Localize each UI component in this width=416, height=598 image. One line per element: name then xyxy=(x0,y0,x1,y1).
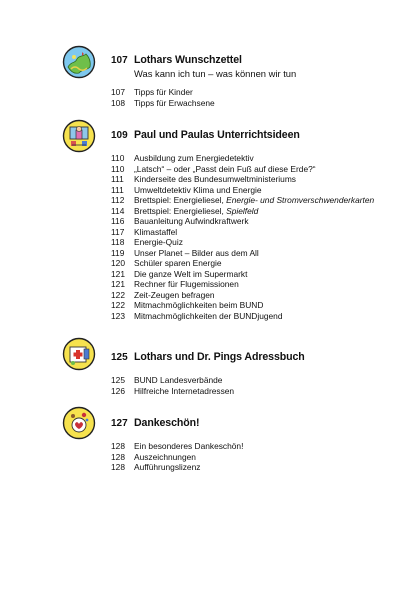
entry-text: Zeit-Zeugen befragen xyxy=(134,289,215,300)
section-heading xyxy=(111,129,300,141)
entry-page: 117 xyxy=(111,226,125,237)
list-item xyxy=(111,248,374,259)
entry-text: Klimastaffel xyxy=(134,226,178,237)
list-item xyxy=(111,269,374,280)
section-heading xyxy=(111,417,199,429)
entry-page: 114 xyxy=(111,205,125,216)
entry-text: Rechner für Flugemissionen xyxy=(134,279,239,289)
section-heading xyxy=(111,351,305,363)
entry-text-italic: Energie- und Stromverschwenderkarten xyxy=(226,195,375,205)
entry-text: Aufführungslizenz xyxy=(134,462,201,472)
entry-page: 123 xyxy=(111,310,125,321)
entry-text: Tipps für Kinder xyxy=(134,87,193,97)
entry-text: BUND Landesverbände xyxy=(134,375,223,385)
entry-text: Umweltdetektiv Klima und Energie xyxy=(134,184,262,195)
list-item xyxy=(111,311,374,322)
entry-list xyxy=(111,375,234,396)
entry-text: Brettspiel: Energieliesel, xyxy=(134,195,227,205)
entry-page: 128 xyxy=(111,462,125,472)
section-subtitle: Was kann ich tun – was können wir tun xyxy=(134,68,297,79)
entry-page: 120 xyxy=(111,258,125,268)
list-item xyxy=(111,386,234,397)
entry-text: Bauanleitung Aufwindkraftwerk xyxy=(134,216,249,226)
address-book-icon xyxy=(62,337,96,371)
list-item xyxy=(111,98,215,109)
list-item xyxy=(111,258,374,269)
entry-text: Auszeichnungen xyxy=(134,451,196,462)
entry-page: 116 xyxy=(111,216,125,226)
list-item xyxy=(111,164,374,175)
list-item xyxy=(111,452,243,463)
entry-text: Schüler sparen Energie xyxy=(134,258,222,268)
list-item xyxy=(111,87,215,98)
list-item xyxy=(111,290,374,301)
list-item xyxy=(111,462,243,473)
entry-page: 121 xyxy=(111,268,125,279)
section-title: Lothars Wunschzettel xyxy=(134,54,242,66)
list-item xyxy=(111,206,374,217)
entry-text: Mitmachmöglichkeiten beim BUND xyxy=(134,300,264,310)
section-title: Paul und Paulas Unterrichtsideen xyxy=(134,129,300,141)
entry-text: Ausbildung zum Energiedetektiv xyxy=(134,153,254,163)
section-title: Dankeschön! xyxy=(134,417,200,429)
list-item xyxy=(111,279,374,290)
entry-page: 110 xyxy=(111,153,125,163)
entry-page: 122 xyxy=(111,300,125,310)
entry-page: 111 xyxy=(111,184,124,195)
entry-text: Kinderseite des Bundesumweltministeriums xyxy=(134,174,296,184)
thank-you-icon xyxy=(62,406,96,440)
entry-list xyxy=(111,441,243,473)
entry-page: 122 xyxy=(111,289,125,300)
section-page-number: 109 xyxy=(111,130,128,141)
entry-text: Hilfreiche Internetadressen xyxy=(134,385,235,396)
list-item xyxy=(111,375,234,386)
entry-page: 128 xyxy=(111,441,125,451)
entry-list xyxy=(111,153,374,321)
entry-page: 110 xyxy=(111,163,125,174)
entry-text: Ein besonderes Dankeschön! xyxy=(134,441,244,451)
entry-text-italic: Spielfeld xyxy=(226,205,259,216)
section-title: Lothars und Dr. Pings Adressbuch xyxy=(134,351,305,363)
entry-page: 118 xyxy=(111,237,125,247)
earth-icon xyxy=(62,45,96,79)
entry-page: 119 xyxy=(111,247,125,258)
entry-page: 125 xyxy=(111,375,125,385)
entry-text: Die ganze Welt im Supermarkt xyxy=(134,268,248,279)
section-page-number: 107 xyxy=(111,55,128,66)
section-page-number: 125 xyxy=(111,352,128,363)
entry-text: „Latsch“ – oder „Passt dein Fuß auf diese Erde?“ xyxy=(134,163,316,174)
list-item xyxy=(111,153,374,164)
entry-page: 128 xyxy=(111,451,125,462)
entry-text: Tipps für Erwachsene xyxy=(134,97,215,108)
entry-text: Brettspiel: Energieliesel, xyxy=(134,205,227,216)
list-item xyxy=(111,174,374,185)
list-item xyxy=(111,227,374,238)
entry-text: Energie-Quiz xyxy=(134,237,183,247)
entry-page: 112 xyxy=(111,195,125,205)
list-item xyxy=(111,441,243,452)
entry-list xyxy=(111,87,215,108)
entry-text: Mitmachmöglichkeiten der BUNDjugend xyxy=(134,310,283,321)
list-item xyxy=(111,216,374,227)
classroom-icon xyxy=(62,119,96,153)
list-item xyxy=(111,195,374,206)
entry-page: 126 xyxy=(111,385,125,396)
entry-page: 121 xyxy=(111,279,125,289)
section-heading xyxy=(111,54,242,66)
entry-text: Unser Planet – Bilder aus dem All xyxy=(134,247,259,258)
list-item xyxy=(111,185,374,196)
entry-page: 111 xyxy=(111,174,124,184)
list-item xyxy=(111,300,374,311)
list-item xyxy=(111,237,374,248)
section-page-number: 127 xyxy=(111,418,128,429)
entry-page: 107 xyxy=(111,87,125,97)
entry-page: 108 xyxy=(111,97,125,108)
